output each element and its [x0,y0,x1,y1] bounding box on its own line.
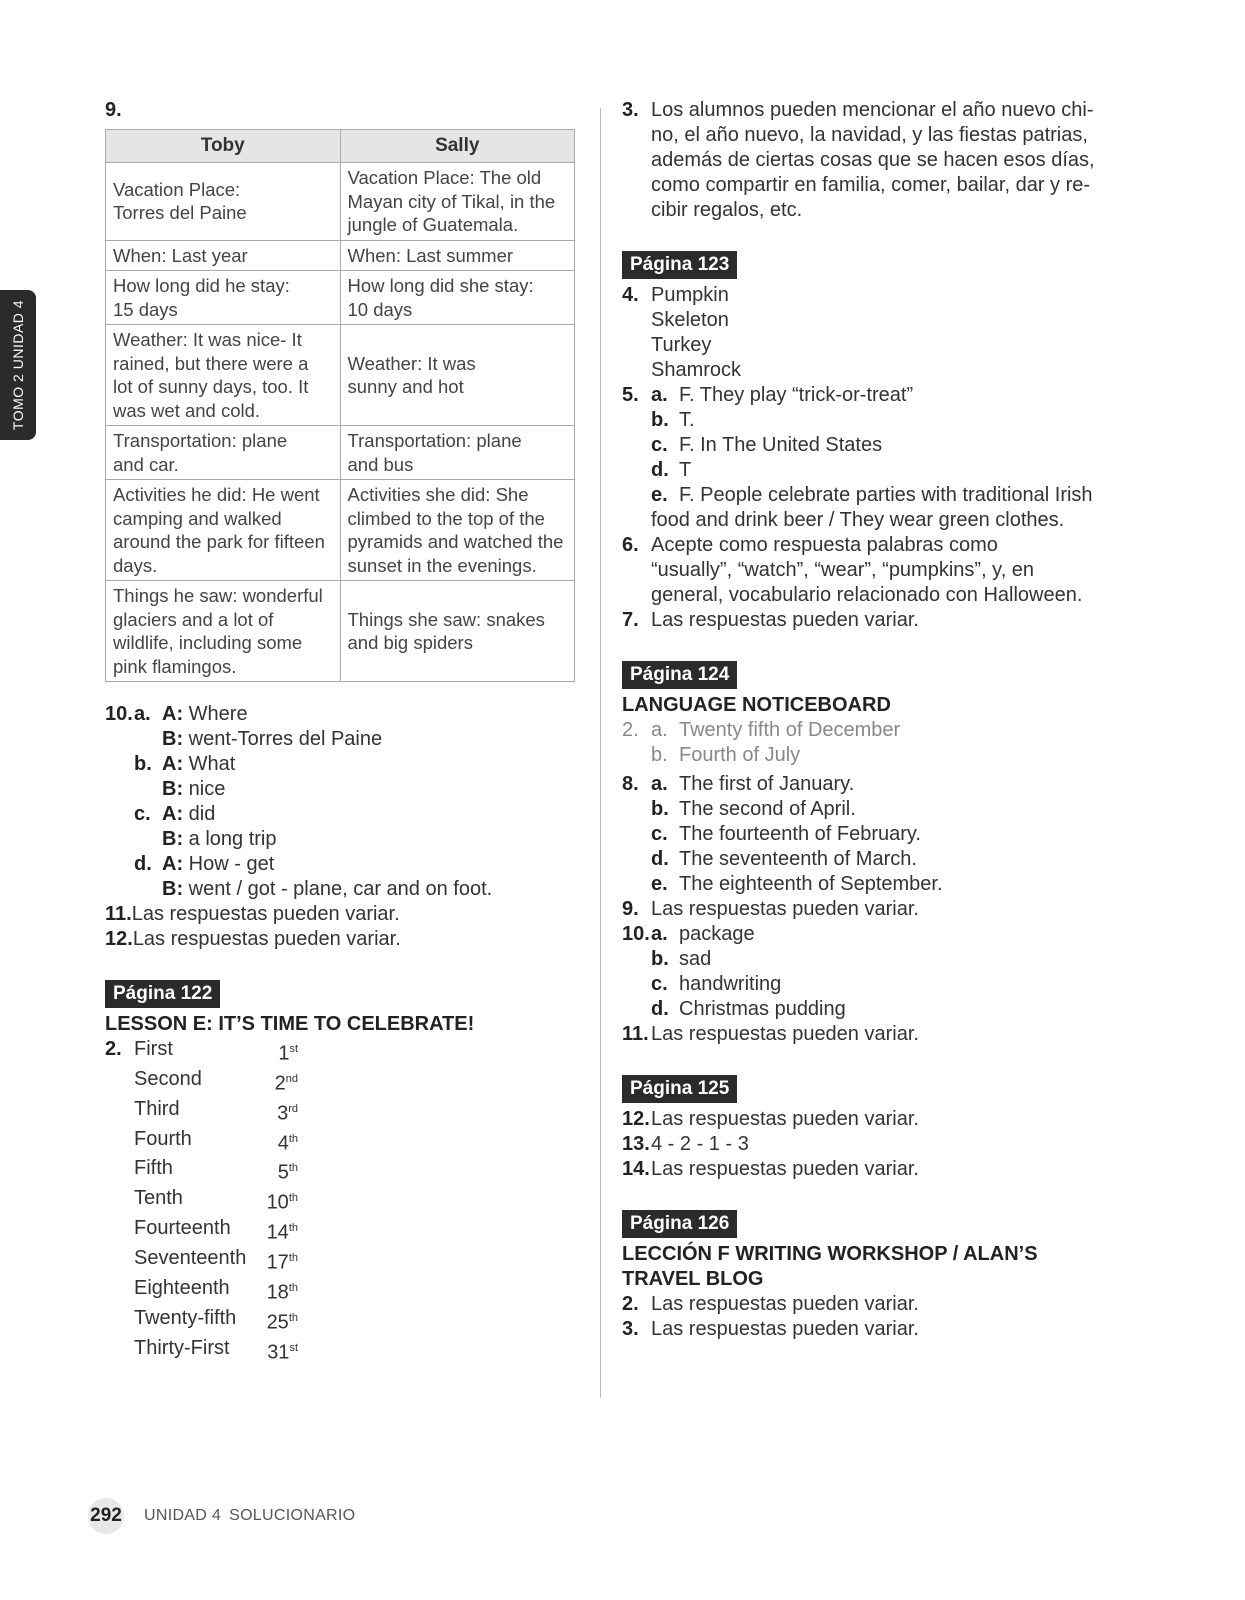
page-number: 292 [88,1498,124,1534]
item-text: The fourteenth of February. [679,823,921,845]
lettered-item [651,458,1102,483]
item-text: The eighteenth of September. [679,873,943,895]
sally-cell: When: Last summer [340,240,575,271]
ordinal-digits: 4 [277,1132,289,1155]
ordinal-digits: 10 [266,1191,289,1214]
question-number: 10. [105,703,133,725]
footer-section: SOLUCIONARIO [229,1507,356,1524]
ordinal-number [264,1097,298,1127]
question-11-text: Las respuestas pueden variar. [131,903,400,925]
question-3-text [622,98,1102,223]
question-7-number: 7. [622,609,639,631]
ordinal-word: Thirty-First [134,1336,230,1359]
toby-cell: How long did he stay: 15 days [106,271,341,325]
table-row [106,163,575,241]
item-letter [134,727,162,752]
sally-cell: Things she saw: snakes and big spiders [340,581,575,682]
answer-line [105,777,575,802]
ordinal-word: Twenty-fifth [134,1306,237,1329]
question-8-items [622,772,1102,897]
question-12-text: Las respuestas pueden variar. [132,928,401,950]
item-letter [134,877,162,902]
speaker-label: B: [162,828,184,850]
item-letter: d. [651,848,669,870]
table-row [106,480,575,581]
speaker-label: A: [162,703,184,725]
sally-cell: Vacation Place: The old Mayan city of Tikal, in the jungle of Guatemala. [340,163,575,241]
table-row [106,581,575,682]
question-9-right-text: Las respuestas pueden variar. [651,898,919,920]
lettered-item [651,408,1102,433]
lettered-item [651,743,1102,768]
ordinal-digits: 2 [274,1072,286,1095]
ordinal-word: Third [134,1097,180,1120]
table-body [106,163,575,682]
lettered-item [651,972,1102,997]
item-letter: c. [134,803,151,825]
question-8 [622,772,1102,897]
lesson-f-q2-number: 2. [622,1293,639,1315]
item-text: F. In The United States [679,434,883,456]
page-tag-123: Página 123 [622,251,737,279]
item-text: The first of January. [679,773,855,795]
item-text: F. People celebrate parties with traditional Irish [679,484,1093,506]
question-3-line: Los alumnos pueden mencionar el año nuevo chi- [651,99,1094,121]
ordinal-word: Fourteenth [134,1217,231,1240]
question-4-items [622,283,1102,383]
question-4-item: Skeleton [651,309,729,331]
question-3 [622,98,1102,223]
page-tag-125: Página 125 [622,1075,737,1103]
answer-text: How - get [183,853,275,875]
question-number [105,777,134,802]
question-6-line: “usually”, “watch”, “wear”, “pumpkins”, y, en [651,559,1035,581]
page-tag-122: Página 122 [105,980,220,1008]
sally-cell: Activities she did: She climbed to the top of the pyramids and watched the sunset in the evenings. [340,480,575,581]
item-letter: c. [651,823,668,845]
question-3-line: además de ciertas cosas que se hacen esos días, [651,149,1095,171]
ordinal-number [264,1186,298,1216]
question-14-right-text: Las respuestas pueden variar. [651,1158,919,1180]
lettered-item [651,483,1102,508]
ordinal-digits: 31 [267,1341,290,1364]
side-tab [0,290,36,440]
ordinal-suffix: st [289,1043,298,1055]
ordinal-row [105,1186,575,1216]
ordinal-digits: 25 [266,1311,289,1334]
answer-text: a long trip [183,828,277,850]
lesson-f-question-2 [622,1292,1102,1317]
ordinal-word: Eighteenth [134,1276,230,1299]
question-12-right [622,1107,1102,1132]
item-text: T [679,459,692,481]
question-6 [622,533,1102,608]
toby-cell: Things he saw: wonderful glaciers and a lot of wildlife, including some pink flamingos. [106,581,341,682]
question-12-right-text: Las respuestas pueden variar. [651,1108,919,1130]
question-4-item: Shamrock [651,359,742,381]
question-6-line: Acepte como respuesta palabras como [651,534,998,556]
item-letter: e. [651,484,668,506]
lettered-item [651,797,1102,822]
ordinal-word: Tenth [134,1187,183,1210]
speaker-label: B: [162,778,184,800]
question-5-continuation: food and drink beer / They wear green clothes. [651,509,1065,531]
question-number [105,827,134,852]
question-7-text: Las respuestas pueden variar. [651,609,919,631]
item-letter: d. [651,998,669,1020]
ordinal-number [264,1276,298,1306]
question-12 [105,927,575,952]
ordinal-word: Fourth [134,1127,192,1150]
ordinal-digits: 5 [277,1162,289,1185]
ordinal-number [264,1037,298,1067]
item-text: The second of April. [679,798,856,820]
question-5-number: 5. [622,384,639,406]
ordinal-digits: 1 [278,1042,290,1065]
question-10-list [105,702,575,902]
answer-text: Where [183,703,248,725]
side-tab-label: TOMO 2 UNIDAD 4 [10,299,26,431]
question-10-right [622,922,1102,1022]
answer-line [105,877,575,902]
lesson-e-heading: LESSON E: IT’S TIME TO CELEBRATE! [105,1013,475,1035]
question-4-item: Turkey [651,334,712,356]
lettered-item [651,872,1102,897]
ordinal-suffix: rd [288,1102,298,1115]
item-text: handwriting [679,973,782,995]
ordinal-word: Fifth [134,1157,173,1180]
toby-cell: Activities he did: He went camping and walked around the park for fifteen days. [106,480,341,581]
lettered-item [651,822,1102,847]
noticeboard-q2-number: 2. [622,719,639,741]
item-letter: b. [651,948,669,970]
question-13-right-text: 4 - 2 - 1 - 3 [651,1133,749,1155]
item-letter: a. [651,719,668,741]
question-4-number: 4. [622,284,639,306]
toby-cell: Weather: It was nice- It rained, but there were a lot of sunny days, too. It was wet and cold. [106,325,341,426]
item-letter: b. [651,409,669,431]
lettered-item [651,718,1102,743]
item-text: sad [679,948,712,970]
question-number [105,727,134,752]
speaker-label: A: [162,853,184,875]
lettered-item [651,772,1102,797]
lesson-f-question-3 [622,1317,1102,1342]
answer-text: What [183,753,236,775]
question-number [105,877,134,902]
table-row [106,271,575,325]
noticeboard-question-2 [622,718,1102,768]
question-13-right [622,1132,1102,1157]
answer-text: went / got - plane, car and on foot. [183,878,493,900]
question-3-line: como compartir en familia, comer, bailar, dar y re- [651,174,1091,196]
question-9-right [622,897,1102,922]
ordinal-row [105,1276,575,1306]
question-14-right [622,1157,1102,1182]
question-10-right-number: 10. [622,923,650,945]
ordinal-row [105,1037,575,1067]
ordinal-number [264,1306,298,1336]
question-14-right-number: 14. [622,1158,650,1180]
lesson-f-q3-text: Las respuestas pueden variar. [651,1318,919,1340]
toby-cell: Vacation Place: Torres del Paine [106,163,341,241]
question-9-number: 9. [105,99,122,121]
question-11-right-number: 11. [622,1023,649,1045]
question-number [105,852,134,877]
table-row [106,325,575,426]
item-letter: a. [651,923,668,945]
ordinal-word: Seventeenth [134,1247,247,1270]
footer-text [144,1507,355,1525]
lettered-item [651,947,1102,972]
ordinal-row [105,1127,575,1157]
question-4 [622,283,1102,383]
item-text: package [679,923,755,945]
question-10-right-items [622,922,1102,1022]
answer-line [105,827,575,852]
question-6-line: general, vocabulario relacionado con Halloween. [651,584,1083,606]
ordinal-number [264,1246,298,1276]
toby-cell: Transportation: plane and car. [106,426,341,480]
ordinal-number [264,1127,298,1157]
ordinal-digits: 3 [277,1102,289,1125]
answer-line [105,752,575,777]
ordinal-row [105,1067,575,1097]
ordinal-suffix: th [288,1252,298,1265]
lesson-f-q3-number: 3. [622,1318,639,1340]
ordinal-number [264,1216,298,1246]
lesson-f-q2-text: Las respuestas pueden variar. [651,1293,919,1315]
item-text: Fourth of July [679,744,801,766]
item-text: T. [679,409,695,431]
answer-line [105,727,575,752]
ordinal-row [105,1097,575,1127]
lettered-item [651,997,1102,1022]
footer-unit: UNIDAD 4 [144,1507,222,1524]
question-3-line: no, el año nuevo, la navidad, y las fiestas patrias, [651,124,1088,146]
ordinal-digits: 14 [266,1221,289,1244]
question-4-item: Pumpkin [651,284,729,306]
lettered-item [651,847,1102,872]
sally-cell: Transportation: plane and bus [340,426,575,480]
lettered-item [651,383,1102,408]
question-11 [105,902,575,927]
item-text: Christmas pudding [679,998,846,1020]
answer-line [105,702,575,727]
lettered-item [651,433,1102,458]
speaker-label: B: [162,728,184,750]
ordinal-row [105,1336,575,1366]
item-letter: b. [651,744,668,766]
item-letter: d. [134,853,152,875]
item-letter: a. [134,703,151,725]
question-6-number: 6. [622,534,639,556]
table-row [106,426,575,480]
item-text: The seventeenth of March. [679,848,917,870]
table-header-toby: Toby [106,130,341,163]
question-6-text [622,533,1102,608]
ordinal-number [264,1336,298,1366]
question-number [105,802,134,827]
toby-cell: When: Last year [106,240,341,271]
item-letter: b. [651,798,669,820]
question-2-number: 2. [105,1038,122,1060]
question-11-right [622,1022,1102,1047]
noticeboard-q2-items [622,718,1102,768]
question-3-number: 3. [622,99,639,121]
question-number [105,752,134,777]
item-letter: a. [651,773,668,795]
question-9-right-number: 9. [622,898,639,920]
lettered-item [651,922,1102,947]
answer-line [105,802,575,827]
item-letter: e. [651,873,668,895]
ordinal-row [105,1306,575,1336]
speaker-label: A: [162,803,184,825]
ordinal-suffix: th [288,1222,298,1235]
answer-text: went-Torres del Paine [183,728,383,750]
item-text: Twenty fifth of December [679,719,901,741]
answer-line [105,852,575,877]
question-12-right-number: 12. [622,1108,650,1130]
table-header-sally: Sally [340,130,575,163]
ordinal-word: First [134,1038,173,1060]
question-3-line: cibir regalos, etc. [651,199,803,221]
vacation-table [105,129,575,682]
ordinal-suffix: nd [285,1072,298,1085]
question-8-number: 8. [622,773,639,795]
lesson-f-heading-line-1: LECCIÓN F WRITING WORKSHOP / ALAN’S [622,1243,1038,1265]
language-noticeboard-heading: LANGUAGE NOTICEBOARD [622,694,891,716]
ordinal-suffix: st [289,1341,298,1354]
sally-cell: How long did she stay: 10 days [340,271,575,325]
page-footer [88,1498,355,1534]
ordinal-suffix: th [288,1192,298,1205]
ordinal-number [264,1156,298,1186]
page-tag-126: Página 126 [622,1210,737,1238]
question-7 [622,608,1102,633]
ordinal-word: Second [134,1067,202,1090]
ordinal-suffix: th [288,1132,298,1145]
ordinal-row [105,1246,575,1276]
speaker-label: B: [162,878,184,900]
item-letter: b. [134,753,152,775]
question-5 [622,383,1102,533]
question-5-items [622,383,1102,508]
speaker-label: A: [162,753,184,775]
answer-text: nice [183,778,226,800]
question-12-number: 12. [105,928,133,950]
item-letter: c. [651,973,668,995]
ordinal-list [105,1037,575,1365]
ordinal-number [264,1067,298,1097]
item-letter: a. [651,384,668,406]
item-letter [134,777,162,802]
left-column [105,98,575,1365]
question-11-right-text: Las respuestas pueden variar. [651,1023,919,1045]
right-column [622,98,1102,1342]
ordinal-digits: 17 [266,1251,289,1274]
column-divider [600,108,601,1398]
item-text: F. They play “trick-or-treat” [679,384,914,406]
question-11-number: 11. [105,903,132,925]
ordinal-suffix: th [288,1281,298,1294]
ordinal-suffix: th [288,1162,298,1175]
ordinal-digits: 18 [266,1281,289,1304]
item-letter: c. [651,434,668,456]
ordinal-suffix: th [288,1311,298,1324]
item-letter [134,827,162,852]
page-tag-124: Página 124 [622,661,737,689]
table-row [106,240,575,271]
answer-text: did [183,803,216,825]
question-13-right-number: 13. [622,1133,650,1155]
ordinal-row [105,1156,575,1186]
ordinal-row [105,1216,575,1246]
sally-cell: Weather: It was sunny and hot [340,325,575,426]
item-letter: d. [651,459,669,481]
lesson-f-heading-line-2: TRAVEL BLOG [622,1268,764,1290]
